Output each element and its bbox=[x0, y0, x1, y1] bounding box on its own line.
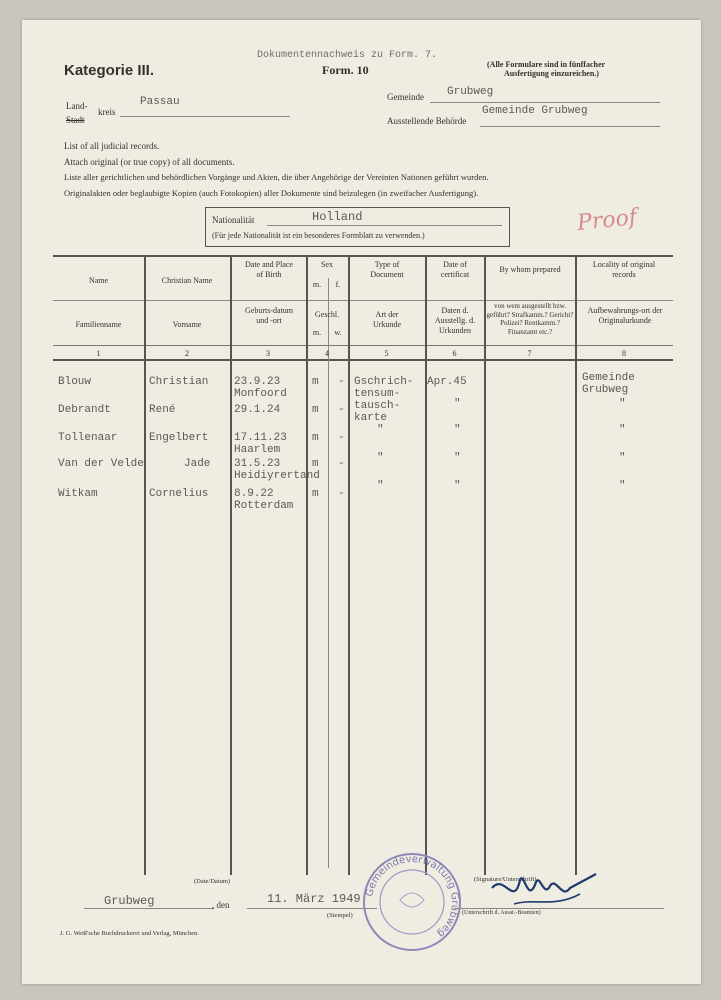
instruction-line-2: Attach original (or true copy) of all documents. bbox=[64, 157, 235, 167]
row3-cert-date: " bbox=[454, 424, 461, 436]
row2-vorname: René bbox=[149, 404, 176, 416]
row1-birth-place: Monfoord bbox=[234, 388, 287, 400]
instruction-line-1: List of all judicial records. bbox=[64, 141, 160, 151]
col3-header-en: Date and Place of Birth bbox=[245, 260, 293, 279]
kreis-value: Passau bbox=[140, 96, 180, 108]
col8-number: 8 bbox=[622, 349, 626, 358]
row1-doc-1: Gschrich- bbox=[354, 376, 414, 388]
sex-m-header-de: m. bbox=[312, 328, 322, 337]
behoerde-underline bbox=[480, 126, 660, 127]
col6-header-en: Date of certificat bbox=[440, 260, 470, 279]
instruction-line-3: Liste aller gerichtlichen und behördlichen Vorgänge und Akten, die über Angehörige der Vereinten Nationen geführt wurden. bbox=[64, 172, 489, 182]
row2-sex: m bbox=[312, 404, 319, 416]
footer-date: 11. März 1949 bbox=[267, 892, 361, 906]
red-pencil-mark: Proof bbox=[575, 204, 639, 237]
row3-birth-place: Haarlem bbox=[234, 444, 281, 456]
col5-header-en: Type of Document bbox=[370, 260, 404, 279]
sex-f-header: f. bbox=[335, 280, 341, 289]
row1-locality-1: Gemeinde bbox=[582, 372, 635, 384]
row3-birth-date: 17.11.23 bbox=[234, 432, 287, 444]
row5-doc: " bbox=[377, 480, 384, 492]
kreis-label: kreis bbox=[98, 107, 116, 117]
gemeinde-underline bbox=[430, 102, 660, 103]
row2-locality: " bbox=[619, 398, 626, 410]
row5-cert-date: " bbox=[454, 480, 461, 492]
handwritten-signature-icon bbox=[484, 868, 604, 918]
row4-name: Van der Velde bbox=[58, 458, 144, 470]
form-number: Form. 10 bbox=[322, 63, 369, 77]
col-divider-2 bbox=[230, 255, 232, 875]
col3-header-de: Geburts-datum und -ort bbox=[245, 306, 293, 325]
row4-cert-date: " bbox=[454, 452, 461, 464]
row1-cert-date: Apr.45 bbox=[427, 376, 467, 388]
col1-number: 1 bbox=[96, 349, 101, 358]
footer-place: Grubweg bbox=[104, 894, 155, 908]
row1-sex-dash: - bbox=[338, 376, 345, 388]
row4-doc: " bbox=[377, 452, 384, 464]
col-divider-6 bbox=[484, 255, 486, 875]
col-divider-4 bbox=[348, 255, 350, 875]
col4-number: 4 bbox=[325, 349, 329, 358]
nationality-note: (Für jede Nationalität ist ein besonderes Formblatt zu verwenden.) bbox=[212, 231, 425, 240]
row1-locality-2: Grubweg bbox=[582, 384, 629, 396]
row5-birth-place: Rotterdam bbox=[234, 500, 294, 512]
col7-header-de: von wem ausgestellt bzw. geführt? Strafkamm.? Gericht? Polizei? Rentkamm.? Finanzamt etc.? bbox=[486, 302, 574, 336]
col1-header-de: Familienname bbox=[75, 320, 122, 329]
row2-cert-date: " bbox=[454, 398, 461, 410]
col2-header-en: Christian Name bbox=[161, 276, 213, 285]
row3-locality: " bbox=[619, 424, 626, 436]
table-top-rule bbox=[53, 255, 673, 257]
instruction-line-4: Originalakten oder beglaubigte Kopien (auch Fotokopien) aller Dokumente sind beizulegen (in zweifacher Ausfertigung). bbox=[64, 188, 479, 198]
col-divider-1 bbox=[144, 255, 146, 875]
col5-number: 5 bbox=[384, 349, 389, 358]
row5-locality: " bbox=[619, 480, 626, 492]
col-divider-5 bbox=[425, 255, 427, 875]
place-underline bbox=[84, 908, 214, 909]
nationality-underline bbox=[267, 225, 502, 226]
row2-birth-date: 29.1.24 bbox=[234, 404, 281, 416]
row1-doc-4: karte bbox=[354, 412, 388, 424]
row5-vorname: Cornelius bbox=[149, 488, 209, 500]
row3-vorname: Engelbert bbox=[149, 432, 209, 444]
behoerde-value: Gemeinde Grubweg bbox=[482, 105, 588, 117]
row4-vorname: Jade bbox=[184, 458, 211, 470]
row1-doc-2: tensum- bbox=[354, 388, 401, 400]
nationality-label: Nationalität bbox=[212, 215, 255, 225]
gemeinde-value: Grubweg bbox=[447, 86, 494, 98]
kategorie-title: Kategorie III. bbox=[64, 62, 155, 79]
sex-w-header-de: w. bbox=[334, 328, 342, 337]
gemeinde-label: Gemeinde bbox=[387, 92, 424, 102]
row5-name: Witkam bbox=[58, 488, 98, 500]
row2-sex-dash: - bbox=[338, 404, 345, 416]
col4-header-de: Geschl. bbox=[314, 310, 340, 319]
col3-number: 3 bbox=[266, 349, 270, 358]
row4-birth-date: 31.5.23 bbox=[234, 458, 281, 470]
col6-header-de: Daten d. Ausstellg. d. Urkunden bbox=[434, 306, 476, 335]
col-divider-3 bbox=[306, 255, 308, 875]
row4-sex-dash: - bbox=[338, 458, 345, 470]
row4-birth-place: Heidiyrertand bbox=[234, 470, 320, 482]
col6-number: 6 bbox=[452, 349, 457, 358]
document-page bbox=[22, 20, 701, 984]
row1-doc-3: tausch- bbox=[354, 400, 401, 412]
row1-name: Blouw bbox=[58, 376, 92, 388]
printer-imprint: J. G. Weiß'sche Buchdruckerei und Verlag, München. bbox=[60, 930, 200, 937]
sex-m-header: m. bbox=[312, 280, 322, 289]
table-subheader-rule bbox=[53, 345, 673, 346]
col8-header-en: Locality of original records bbox=[592, 260, 656, 279]
row4-sex: m bbox=[312, 458, 319, 470]
row3-name: Tollenaar bbox=[58, 432, 118, 444]
stempel-label: (Stempel) bbox=[327, 912, 353, 919]
col2-header-de: Vorname bbox=[172, 320, 202, 329]
col7-number: 7 bbox=[527, 349, 532, 358]
col-divider-sex bbox=[328, 278, 329, 868]
col2-number: 2 bbox=[185, 349, 189, 358]
behoerde-label: Ausstellende Behörde bbox=[387, 116, 467, 126]
kreis-underline bbox=[120, 116, 290, 117]
stadt-label: Stadt bbox=[66, 115, 85, 125]
table-number-rule bbox=[53, 359, 673, 361]
col8-header-de: Aufbewahrungs-ort der Originalurkunde bbox=[587, 306, 663, 325]
date-underline bbox=[247, 908, 377, 909]
table-header-rule bbox=[53, 300, 673, 301]
col-divider-7 bbox=[575, 255, 577, 875]
footer-den: , den bbox=[212, 900, 230, 910]
col7-header-en: By whom prepared bbox=[499, 265, 561, 274]
date-label: (Date/Datum) bbox=[194, 878, 231, 885]
copies-note-line2: Ausfertigung einzureichen.) bbox=[504, 69, 599, 78]
municipal-seal-icon bbox=[360, 850, 464, 954]
row5-sex-dash: - bbox=[338, 488, 345, 500]
row3-sex: m bbox=[312, 432, 319, 444]
unterschrift-note: (Unterschrift d. Ausst.-Beamten) bbox=[462, 910, 541, 916]
row1-sex: m bbox=[312, 376, 319, 388]
dokumentennachweis-note: Dokumentennachweis zu Form. 7. bbox=[257, 50, 438, 61]
row3-doc: " bbox=[377, 424, 384, 436]
row1-birth-date: 23.9.23 bbox=[234, 376, 281, 388]
row4-locality: " bbox=[619, 452, 626, 464]
nationality-value: Holland bbox=[312, 210, 363, 224]
land-label: Land- bbox=[66, 101, 88, 111]
col4-header-en: Sex bbox=[321, 260, 333, 269]
seal-text: Gemeindeverwaltung Grubweg bbox=[364, 853, 461, 940]
row5-birth-date: 8.9.22 bbox=[234, 488, 274, 500]
signature-label: (Signature/Unterschrift) bbox=[474, 876, 537, 883]
row3-sex-dash: - bbox=[338, 432, 345, 444]
col1-header-en: Name bbox=[88, 276, 109, 285]
col5-header-de: Art der Urkunde bbox=[373, 310, 401, 329]
row5-sex: m bbox=[312, 488, 319, 500]
copies-note-line1: (Alle Formulare sind in fünffacher bbox=[487, 60, 606, 69]
row2-name: Debrandt bbox=[58, 404, 111, 416]
row1-vorname: Christian bbox=[149, 376, 209, 388]
